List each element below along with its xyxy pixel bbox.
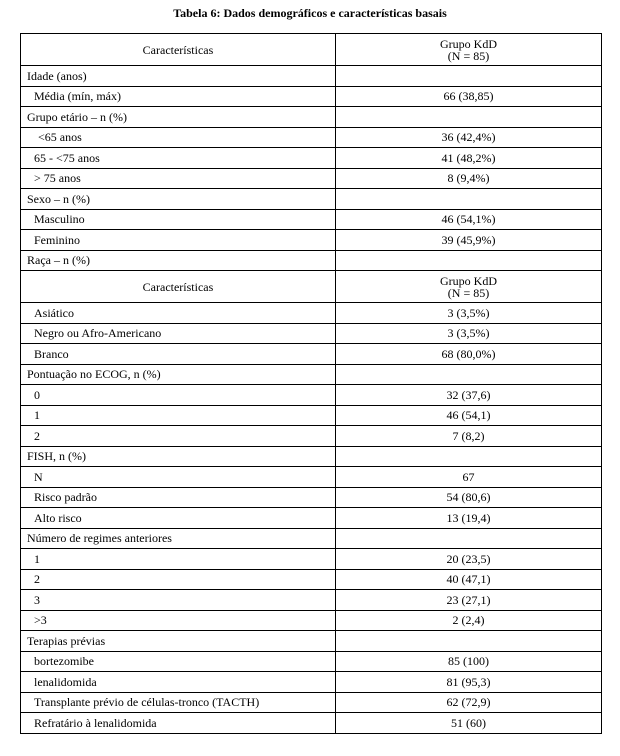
row-label: Asiático [21,303,336,324]
table-row [21,467,602,488]
row-label: Branco [21,344,336,365]
row-label: Grupo etário – n (%) [21,107,336,128]
row-value: 36 (42,4%) [336,127,602,148]
row-label: 3 [21,590,336,611]
header-group-name: Grupo KdD [440,36,497,51]
table-row [21,405,602,426]
table-row [21,385,602,406]
row-value: 39 (45,9%) [336,230,602,251]
header-group [336,34,602,66]
row-label: N [21,467,336,488]
row-value: 41 (48,2%) [336,148,602,169]
row-label: Masculino [21,209,336,230]
table-row [21,610,602,631]
row-value: 81 (95,3) [336,672,602,693]
row-label: 0 [21,385,336,406]
row-label: Idade (anos) [21,66,336,87]
row-label: Transplante prévio de células-tronco (TACTH) [21,692,336,713]
table-row [21,651,602,672]
row-value: 46 (54,1%) [336,209,602,230]
row-value [336,631,602,652]
header-group-n: (N = 85) [447,48,490,63]
repeated-header-row [21,271,602,303]
row-label: 2 [21,569,336,590]
table-row [21,713,602,734]
row-value: 46 (54,1) [336,405,602,426]
section-row [21,189,602,210]
row-label: Alto risco [21,508,336,529]
section-row [21,631,602,652]
row-value: 67 [336,467,602,488]
table-row [21,344,602,365]
row-value: 66 (38,85) [336,86,602,107]
row-value: 51 (60) [336,713,602,734]
row-label: > 75 anos [21,168,336,189]
row-label: Refratário à lenalidomida [21,713,336,734]
header-characteristics: Características [21,271,336,303]
table-row [21,230,602,251]
row-value [336,66,602,87]
table-row [21,323,602,344]
row-value: 20 (23,5) [336,549,602,570]
row-value: 23 (27,1) [336,590,602,611]
row-label: Feminino [21,230,336,251]
row-label: 1 [21,405,336,426]
row-value: 68 (80,0%) [336,344,602,365]
row-label: <65 anos [21,127,336,148]
row-label: Sexo – n (%) [21,189,336,210]
header-group-n: (N = 85) [447,285,490,300]
row-value: 3 (3,5%) [336,323,602,344]
table-header-row [21,34,602,66]
demographics-table [20,33,602,734]
row-label: 2 [21,426,336,447]
row-value: 2 (2,4) [336,610,602,631]
row-value: 40 (47,1) [336,569,602,590]
header-characteristics: Características [21,34,336,66]
section-row [21,250,602,271]
row-label: Número de regimes anteriores [21,528,336,549]
section-row [21,364,602,385]
table-row [21,303,602,324]
table-row [21,590,602,611]
row-value: 3 (3,5%) [336,303,602,324]
row-label: bortezomibe [21,651,336,672]
row-value: 62 (72,9) [336,692,602,713]
row-value: 54 (80,6) [336,487,602,508]
table-row [21,549,602,570]
row-label: lenalidomida [21,672,336,693]
row-value [336,528,602,549]
section-row [21,66,602,87]
table-row [21,426,602,447]
table-row [21,148,602,169]
header-group [336,271,602,303]
row-value [336,364,602,385]
table-row [21,127,602,148]
row-label: Raça – n (%) [21,250,336,271]
row-value [336,446,602,467]
section-row [21,107,602,128]
table-row [21,508,602,529]
table-row [21,692,602,713]
row-label: Terapias prévias [21,631,336,652]
row-value: 8 (9,4%) [336,168,602,189]
row-value: 32 (37,6) [336,385,602,406]
row-label: Pontuação no ECOG, n (%) [21,364,336,385]
row-value: 7 (8,2) [336,426,602,447]
section-row [21,446,602,467]
table-row [21,672,602,693]
row-label: Risco padrão [21,487,336,508]
row-label: Média (mín, máx) [21,86,336,107]
row-value [336,250,602,271]
section-row [21,528,602,549]
row-label: FISH, n (%) [21,446,336,467]
table-title: Tabela 6: Dados demográficos e características basais [173,6,447,20]
table-row [21,209,602,230]
row-label: >3 [21,610,336,631]
row-label: 1 [21,549,336,570]
table-row [21,487,602,508]
row-value [336,189,602,210]
table-row [21,569,602,590]
row-value: 13 (19,4) [336,508,602,529]
table-row [21,86,602,107]
row-label: Negro ou Afro-Americano [21,323,336,344]
row-value [336,107,602,128]
row-label: 65 - <75 anos [21,148,336,169]
row-value: 85 (100) [336,651,602,672]
header-group-name: Grupo KdD [440,273,497,288]
table-row [21,168,602,189]
